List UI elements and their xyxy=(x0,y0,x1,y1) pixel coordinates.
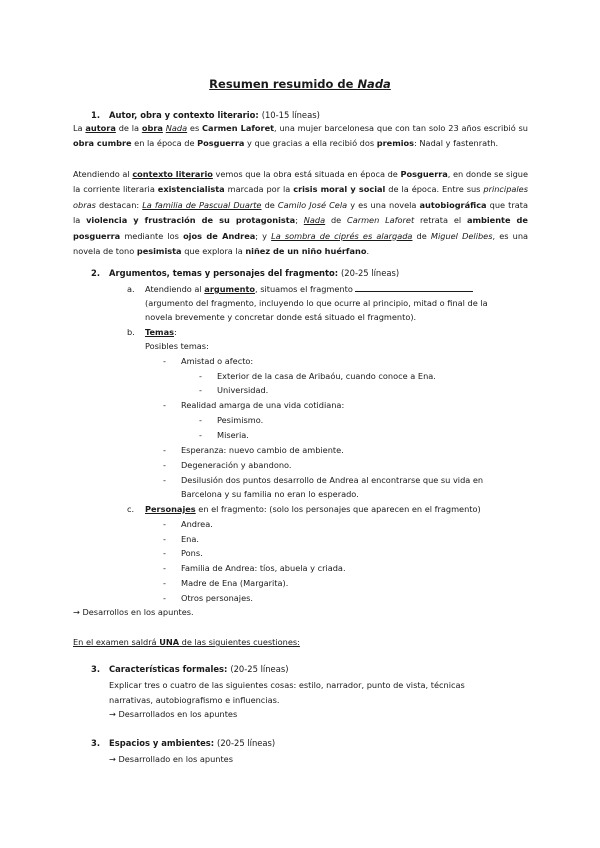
personajes-heading: Personajes en el fragmento: (solo los personajes que aparecen en el fragmento) xyxy=(145,504,481,514)
tema-item: - Amistad o afecto: xyxy=(163,356,254,366)
section-1-paragraph-2: Atendiendo al contexto literario vemos que la obra está situada en época de Posguerra, en donde se sigue la corriente literaria existencialista marcada por la crisis moral y social de la época. Entre sus principales obras destacan: La familia de Pascual Duarte de Camilo José Cela y es una novela autobiográfica que trata la violencia y frustración de su protagonista; Nada de Carmen Laforet retrata el ambiente de posguerra mediante los ojos de Andrea; y La sombra de ciprés es alargada de Miguel Delibes, es una novela de tono pesimista que explora la niñez de un niño huérfano. xyxy=(73,169,529,257)
section-3-heading: 3. Características formales: (20-25 líneas) xyxy=(91,664,289,674)
page-title: Resumen resumido de Nada xyxy=(209,77,391,91)
list-item-c-letter: c. xyxy=(127,504,135,514)
argumento-line-2: (argumento del fragmento, incluyendo lo que ocurre al principio, mitad o final de la xyxy=(145,298,488,308)
fill-in-blank xyxy=(355,284,473,292)
argumento-line-3: novela brevemente y concretar donde está situado el fragmento). xyxy=(145,312,417,322)
posibles-temas: Posibles temas: xyxy=(145,341,209,351)
tema-subitem: - Miseria. xyxy=(199,430,249,440)
tema-item: - Realidad amarga de una vida cotidiana: xyxy=(163,400,345,410)
list-item-a-letter: a. xyxy=(127,284,135,294)
section-2-heading: 2. Argumentos, temas y personajes del fragmento: (20-25 líneas) xyxy=(91,268,400,278)
section-3-line-2: narrativas, autobiografismo e influencias. xyxy=(109,695,280,705)
personaje-item: - Andrea. xyxy=(163,519,213,529)
tema-subitem: - Pesimismo. xyxy=(199,415,264,425)
exam-note: En el examen saldrá UNA de las siguientes cuestiones: xyxy=(73,637,300,647)
section-3-line-1: Explicar tres o cuatro de las siguientes cosas: estilo, narrador, punto de vista, técnicas xyxy=(109,680,465,690)
personaje-item: - Otros personajes. xyxy=(163,593,253,603)
personaje-item: - Ena. xyxy=(163,534,199,544)
section-2-note: → Desarrollos en los apuntes. xyxy=(73,607,194,617)
tema-item: - Degeneración y abandono. xyxy=(163,460,292,470)
personaje-item: - Familia de Andrea: tíos, abuela y criada. xyxy=(163,563,346,573)
section-3-note: → Desarrollados en los apuntes xyxy=(109,709,238,719)
tema-item: - Esperanza: nuevo cambio de ambiente. xyxy=(163,445,344,455)
personaje-item: - Pons. xyxy=(163,548,203,558)
tema-subitem: - Universidad. xyxy=(199,385,269,395)
tema-item: - Desilusión dos puntos desarrollo de Andrea al encontrarse que su vida en xyxy=(163,475,484,485)
tema-item-continuation: Barcelona y su familia no eran lo esperado. xyxy=(181,489,359,499)
section-4-note: → Desarrollado en los apuntes xyxy=(109,754,233,764)
section-1-heading: 1. Autor, obra y contexto literario: (10-15 líneas) xyxy=(91,110,320,120)
list-item-b-letter: b. xyxy=(127,327,135,337)
section-4-heading: 3. Espacios y ambientes: (20-25 líneas) xyxy=(91,738,276,748)
personaje-item: - Madre de Ena (Margarita). xyxy=(163,578,289,588)
section-1-paragraph-1: La autora de la obra Nada es Carmen Laforet, una mujer barcelonesa que con tan solo 23 años escribió su obra cumbre en la época de Posguerra y que gracias a ella recibió dos premios: Nadal y fastenrath. xyxy=(73,123,528,149)
argumento-line: Atendiendo al argumento, situamos el fragmento xyxy=(145,283,473,295)
temas-heading: Temas: xyxy=(145,327,177,337)
tema-subitem: - Exterior de la casa de Aribaóu, cuando conoce a Ena. xyxy=(199,371,436,381)
